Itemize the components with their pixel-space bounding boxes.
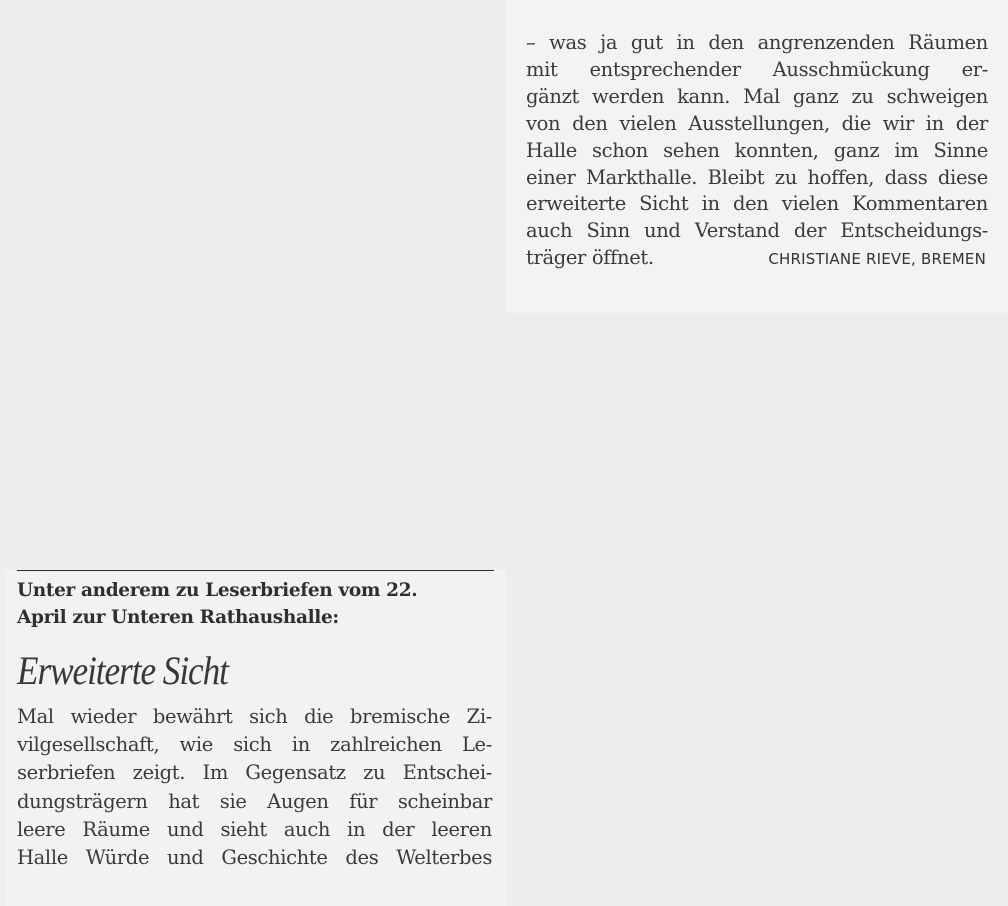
article-line: Mal wieder bewährt sich die bremische Zi- (17, 705, 492, 728)
intro-line: Unter anderem zu Leserbriefen vom 22. (17, 580, 418, 601)
closing-line (526, 245, 988, 272)
letter-headline: Erweiterte Sicht (17, 648, 228, 693)
article-line: erweiterte Sicht in den vielen Kommentaren (526, 192, 988, 216)
letter-start-clipping (5, 570, 506, 906)
article-line: dungsträgern hat sie Augen für scheinbar (17, 789, 492, 813)
article-line: gänzt werden kann. Mal ganz zu schweigen (526, 84, 988, 108)
intro-line: April zur Unteren Rathaushalle: (17, 607, 339, 628)
letter-intro (17, 577, 492, 631)
article-line: Halle schon sehen konnten, ganz im Sinne (526, 138, 988, 162)
article-last-line: träger öffnet. (526, 246, 654, 270)
article-line: serbriefen zeigt. Im Gegensatz zu Entschei- (17, 761, 492, 785)
article-line: mit entsprechender Ausschmückung er- (526, 57, 988, 81)
article-line: leere Räume und sieht auch in der leeren (17, 817, 492, 841)
article-line: einer Markthalle. Bleibt zu hoffen, dass diese (526, 165, 988, 189)
letter-body (17, 703, 492, 872)
article-line: von den vielen Ausstellungen, die wir in der (526, 111, 988, 135)
letter-continuation-clipping (506, 0, 1008, 313)
top-rule-divider (17, 570, 494, 571)
article-line: auch Sinn und Verstand der Entscheidungs- (526, 219, 988, 243)
author-signature: CHRISTIANE RIEVE, BREMEN (768, 250, 986, 269)
article-line: Halle Würde und Geschichte des Welterbes (17, 846, 492, 870)
article-line: vilgesellschaft, wie sich in zahlreichen Le- (17, 733, 492, 757)
article-line: – was ja gut in den angrenzenden Räumen (526, 31, 988, 54)
